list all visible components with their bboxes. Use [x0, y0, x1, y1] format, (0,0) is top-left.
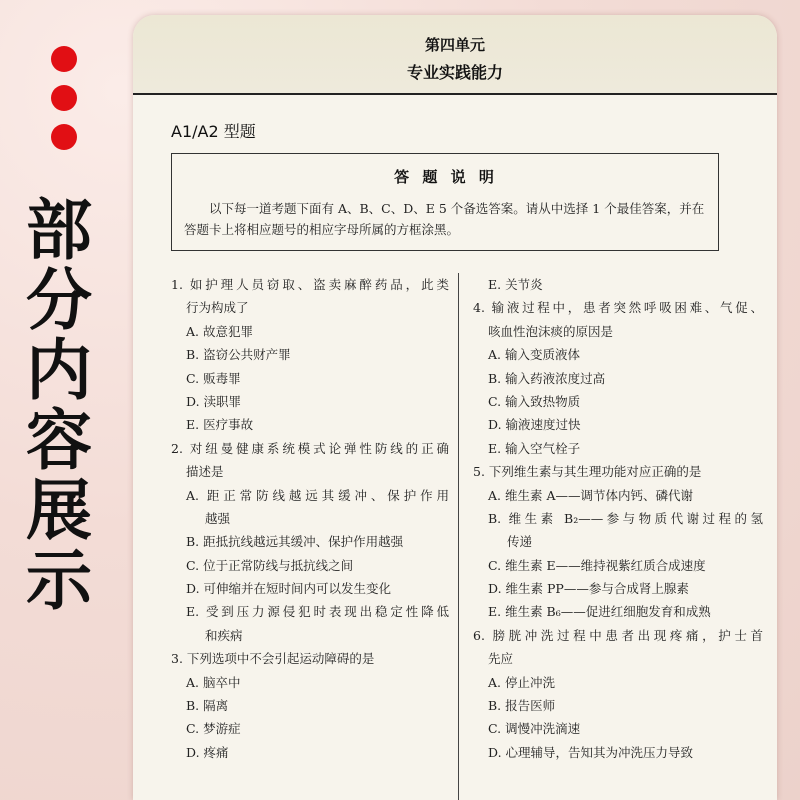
column-divider [458, 273, 459, 800]
answer-option: A. 故意犯罪 [186, 323, 253, 339]
red-dot-icon [51, 85, 77, 111]
answer-option: B. 输入药液浓度过高 [488, 370, 606, 386]
vertical-title [18, 192, 100, 619]
question-stem: 6. 膀胱冲洗过程中患者出现疼痛，护士首 [473, 627, 763, 643]
answer-option: C. 调慢冲洗滴速 [488, 721, 581, 737]
answer-option: A. 停止冲洗 [488, 674, 555, 690]
answer-option: E. 维生素 B₆——促进红细胞发育和成熟 [488, 604, 711, 620]
answer-option: D. 疼痛 [186, 744, 229, 760]
answer-option: B. 报告医师 [488, 698, 556, 714]
section-title: A1/A2 型题 [171, 122, 256, 141]
vertical-title-char: 内 [26, 332, 92, 409]
text-continuation: 咳血性泡沫痰的原因是 [488, 323, 614, 339]
question-stem: 3. 下列选项中不会引起运动障碍的是 [171, 651, 375, 667]
answer-option: A. 输入变质液体 [488, 347, 580, 363]
red-dot-icon [51, 46, 77, 72]
answer-option: E. 关节炎 [488, 277, 543, 292]
answer-option: E. 医疗事故 [186, 417, 254, 433]
vertical-title-char: 示 [26, 542, 92, 619]
instructions-heading: 答 题 说 明 [394, 168, 498, 186]
page-header-band [133, 15, 777, 95]
instructions-box [171, 153, 719, 251]
answer-option: D. 可伸缩并在短时间内可以发生变化 [186, 581, 392, 597]
answer-option: E. 受到压力源侵犯时表现出稳定性降低 [186, 604, 449, 620]
vertical-title-char: 部 [26, 192, 92, 269]
answer-option: B. 距抵抗线越远其缓冲、保护作用越强 [186, 534, 404, 550]
answer-option: A. 维生素 A——调节体内钙、磷代谢 [488, 487, 693, 503]
answer-option: C. 输入致热物质 [488, 393, 581, 409]
right-column [473, 273, 763, 764]
answer-option: D. 渎职罪 [186, 393, 242, 409]
question-stem: 4. 输液过程中，患者突然呼吸困难、气促、 [473, 300, 763, 316]
vertical-title-char: 分 [26, 262, 92, 339]
unit-subtitle: 专业实践能力 [406, 63, 503, 82]
answer-option: B. 维生素 B₂——参与物质代谢过程的氢 [488, 510, 763, 526]
instructions-body: 以下每一道考题下面有 A、B、C、D、E 5 个备选答案。请从中选择 1 个最佳答案，并在答题卡上将相应题号的相应字母所属的方框涂黑。 [184, 201, 705, 237]
answer-option: A. 脑卒中 [186, 674, 241, 690]
vertical-title-char: 容 [26, 402, 92, 479]
answer-option: E. 输入空气栓子 [488, 440, 581, 456]
answer-option: B. 盗窃公共财产罪 [186, 347, 291, 363]
question-stem: 1. 如护理人员窃取、盗卖麻醉药品，此类 [171, 277, 449, 292]
answer-option: D. 维生素 PP——参与合成肾上腺素 [488, 581, 689, 597]
text-continuation: 传递 [507, 534, 533, 550]
vertical-title-char: 展 [26, 472, 92, 549]
text-continuation: 和疾病 [205, 627, 243, 643]
header-divider [133, 93, 777, 95]
text-continuation: 行为构成了 [186, 300, 249, 316]
answer-option: B. 隔离 [186, 698, 229, 714]
question-stem: 5. 下列维生素与其生理功能对应正确的是 [473, 464, 702, 480]
text-continuation: 描述是 [186, 464, 224, 480]
answer-option: D. 心理辅导，告知其为冲洗压力导致 [488, 744, 694, 760]
answer-option: D. 输液速度过快 [488, 417, 581, 433]
answer-option: C. 贩毒罪 [186, 370, 241, 386]
answer-option: C. 位于正常防线与抵抗线之间 [186, 557, 354, 573]
red-dot-icon [51, 124, 77, 150]
text-continuation: 先应 [488, 651, 514, 667]
answer-option: C. 梦游症 [186, 721, 241, 737]
unit-title: 第四单元 [424, 36, 485, 54]
question-stem: 2. 对纽曼健康系统模式论弹性防线的正确 [171, 440, 449, 456]
left-column [171, 273, 449, 764]
book-page [133, 15, 777, 800]
text-continuation: 越强 [205, 510, 231, 526]
answer-option: A. 距正常防线越远其缓冲、保护作用 [186, 487, 449, 503]
answer-option: C. 维生素 E——维持视紫红质合成速度 [488, 557, 706, 573]
